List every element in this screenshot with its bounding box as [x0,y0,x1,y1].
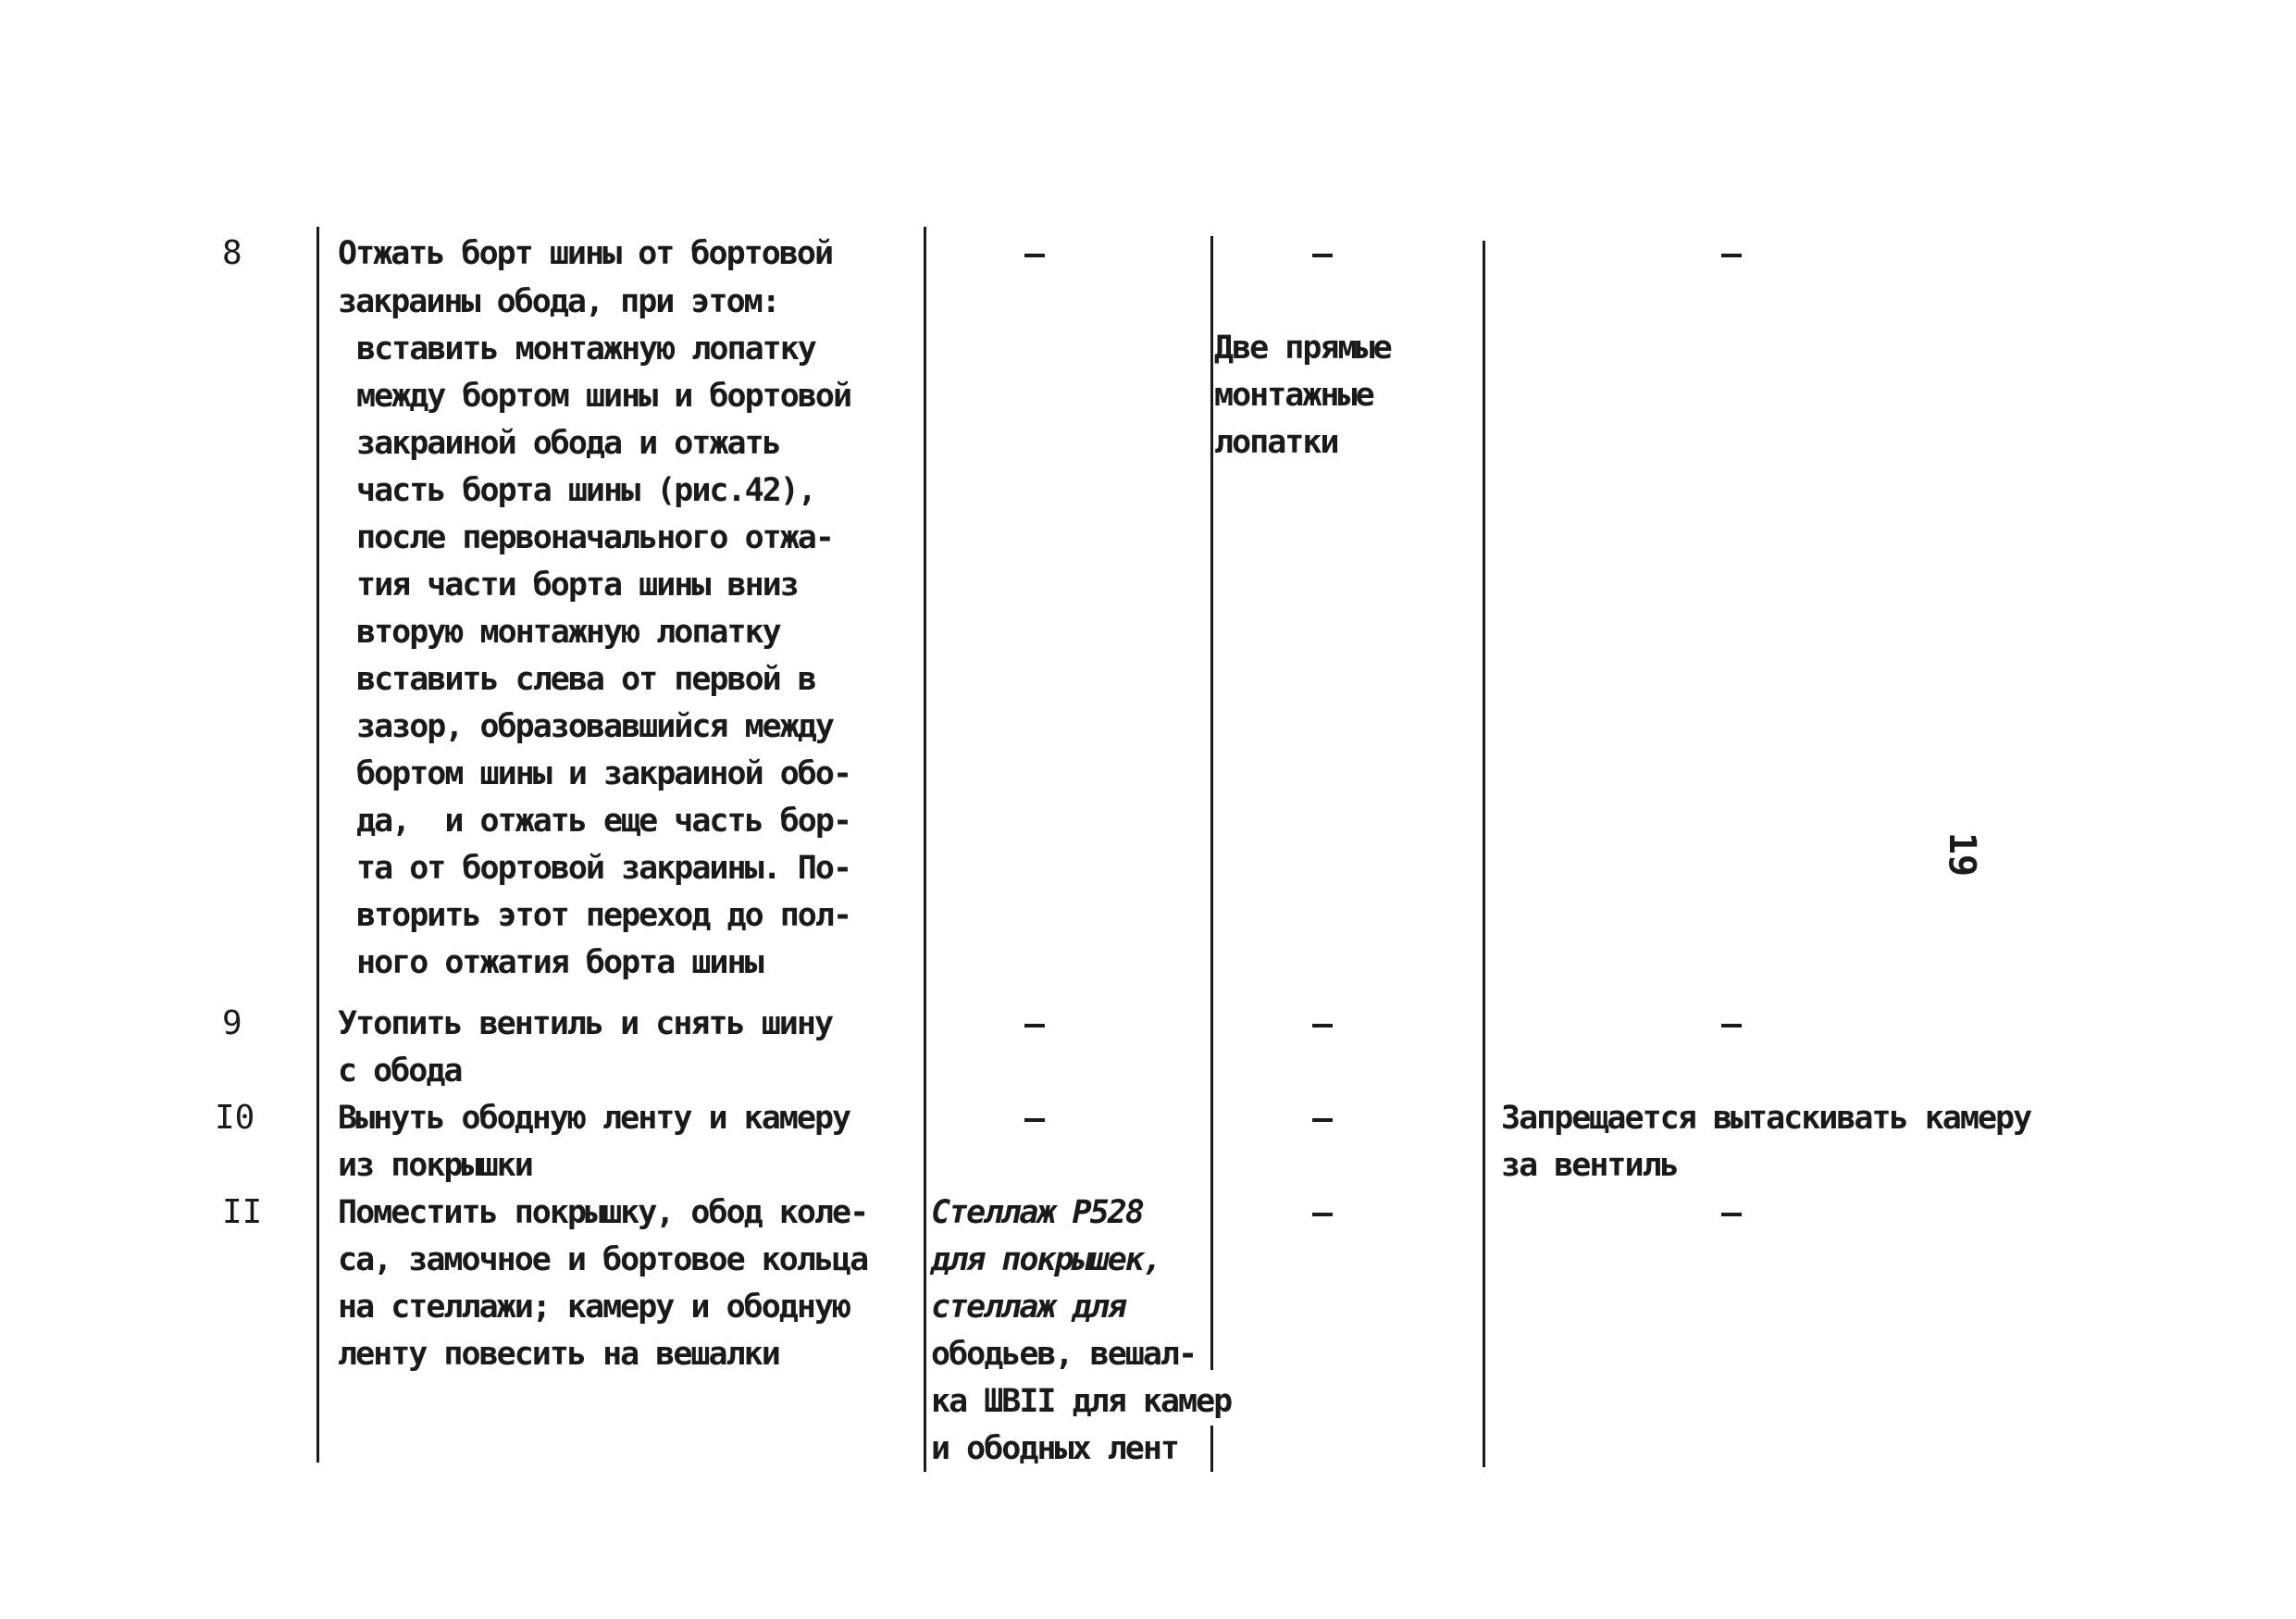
operation-line: ленту повесить на вешалки [338,1336,779,1373]
tools-line: монтажные [1214,377,1373,414]
operation-line: с обода [338,1052,462,1090]
empty-marker-notes [1721,1213,1742,1216]
operation-line: бортом шины и закраиной обо- [356,755,851,792]
equipment-line: стеллаж для [931,1289,1125,1326]
column-divider-2 [924,227,926,1472]
equipment-line: и ободных лент [931,1430,1179,1467]
row-number-11: II [222,1193,263,1231]
equipment-line: ободьев, вешал- [931,1336,1197,1373]
empty-marker-equipment [1024,254,1045,257]
empty-marker-equipment [1024,1118,1045,1122]
column-divider-3-tail [1210,1426,1213,1472]
equipment-line: ка ШВII для камер [931,1383,1232,1420]
operation-line: Утопить вентиль и снять шину [338,1005,833,1042]
operation-line: тия части борта шины вниз [356,567,798,604]
row-number-10: I0 [215,1099,255,1137]
operation-line: вторую монтажную лопатку [356,614,780,651]
notes-line: Запрещается вытаскивать камеру [1501,1100,2031,1137]
row-number-9: 9 [222,1004,242,1042]
empty-marker-notes [1721,254,1742,257]
operation-line: вторить этот переход до пол- [356,897,851,934]
operation-line: закраиной обода и отжать [356,425,780,462]
operation-line: Вынуть ободную ленту и камеру [338,1100,850,1137]
empty-marker-tools [1312,254,1333,257]
operation-line: Поместить покрышку, обод коле- [338,1194,868,1231]
operation-line: после первоначального отжа- [356,519,833,556]
operation-line: зазор, образовавшийся между [356,708,833,745]
empty-marker-tools [1312,1024,1333,1027]
equipment-line: для покрышек, [931,1241,1160,1278]
empty-marker-notes [1721,1024,1742,1027]
empty-marker-tools [1312,1213,1333,1216]
operation-line: часть борта шины (рис.42), [356,472,815,509]
equipment-line: Стеллаж Р528 [931,1194,1143,1231]
operation-line: закраины обода, при этом: [338,283,779,320]
operation-line: та от бортовой закраины. По- [356,850,851,887]
operation-line: са, замочное и бортовое кольца [338,1241,868,1278]
page-number: 19 [1941,831,1984,878]
operation-line: Отжать борт шины от бортовой [338,235,833,272]
column-divider-1 [316,227,319,1463]
notes-line: за вентиль [1501,1147,1678,1184]
operation-line: между бортом шины и бортовой [356,378,851,415]
tools-line: лопатки [1214,424,1338,461]
row-number-8: 8 [222,234,242,272]
operation-line: ного отжатия борта шины [356,944,763,981]
operation-line: да, и отжать еще часть бор- [356,803,851,840]
operation-line: на стеллажи; камеру и ободную [338,1289,850,1326]
tools-line: Две прямые [1214,330,1391,367]
operation-line: вставить монтажную лопатку [356,330,815,367]
column-divider-4 [1483,241,1485,1467]
operation-line: вставить слева от первой в [356,661,815,698]
empty-marker-tools [1312,1118,1333,1122]
empty-marker-equipment [1024,1024,1045,1027]
column-divider-3 [1210,236,1213,1370]
operation-line: из покрышки [338,1147,532,1184]
